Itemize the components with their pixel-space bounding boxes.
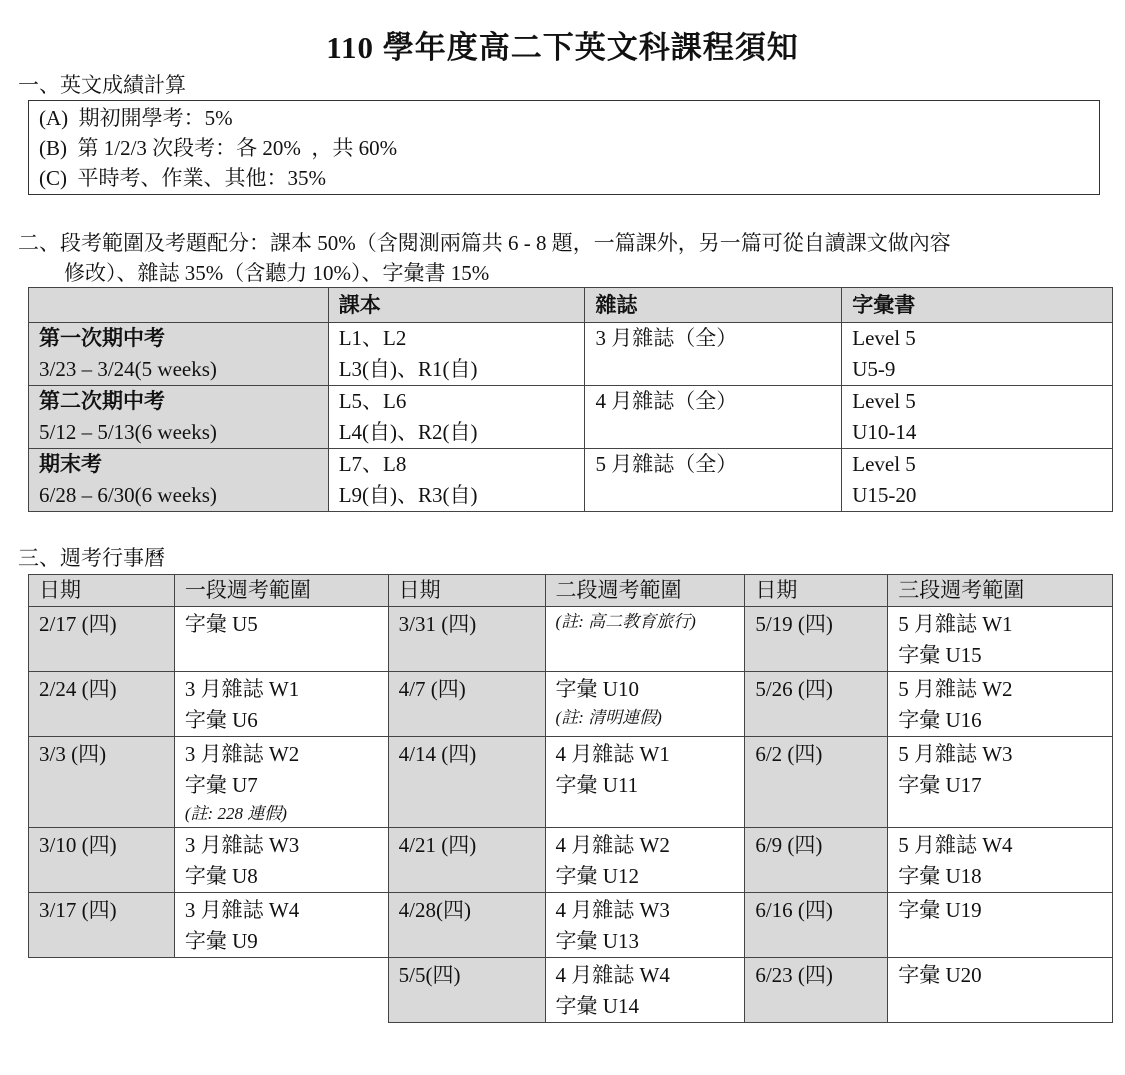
exam-textbook-line: L3(自)、R1(自) xyxy=(338,357,478,381)
week-range-line: 字彙 U17 xyxy=(898,773,982,797)
week-header-date: 日期 xyxy=(29,575,175,607)
exam-name: 第二次期中考 xyxy=(39,389,165,413)
week-range xyxy=(545,672,745,737)
exam-vocab-units: U10-14 xyxy=(852,420,917,444)
week-header-range: 一段週考範圍 xyxy=(174,575,388,607)
week-date: 6/23 (四) xyxy=(745,958,888,1023)
week-range-line: 字彙 U12 xyxy=(555,864,639,888)
week-range-line: 字彙 U5 xyxy=(184,612,258,636)
week-range xyxy=(888,828,1113,893)
exam-textbook-cell xyxy=(328,449,585,512)
week-range-line: 字彙 U18 xyxy=(898,864,982,888)
exam-name-cell xyxy=(29,449,329,512)
week-range-line: 5 月雜誌 W3 xyxy=(898,742,1013,766)
exam-textbook-line: L9(自)、R3(自) xyxy=(338,483,478,507)
week-range-line: 3 月雜誌 W4 xyxy=(184,898,300,922)
week-header-date: 日期 xyxy=(388,575,545,607)
week-date: 4/28(四) xyxy=(388,893,545,958)
week-range-line: 字彙 U15 xyxy=(898,643,982,667)
week-row xyxy=(29,828,1113,893)
week-range xyxy=(545,893,745,958)
week-range-line: 4 月雜誌 W3 xyxy=(555,898,670,922)
week-range-line: 3 月雜誌 W3 xyxy=(184,833,300,857)
section2-heading xyxy=(18,228,1108,288)
exam-row xyxy=(29,449,1113,512)
exam-vocab-cell xyxy=(842,323,1113,386)
section2-line2: 修改）、雜誌 35%（含聽力 10%）、字彙書 15% xyxy=(64,261,490,285)
week-range-line: 5 月雜誌 W1 xyxy=(898,612,1013,636)
exam-vocab-level: Level 5 xyxy=(852,389,916,413)
week-range xyxy=(545,737,745,828)
week-date: 3/10 (四) xyxy=(29,828,175,893)
week-empty-cell xyxy=(29,958,175,1023)
week-date: 2/17 (四) xyxy=(29,607,175,672)
week-note: (註: 高二教育旅行) xyxy=(555,612,696,631)
week-range-line: 字彙 U6 xyxy=(184,708,258,732)
week-range xyxy=(888,672,1113,737)
exam-magazine-cell xyxy=(585,449,842,512)
exam-name-cell xyxy=(29,386,329,449)
week-header-date: 日期 xyxy=(745,575,888,607)
exam-header-blank xyxy=(29,288,329,323)
exam-name: 第一次期中考 xyxy=(39,326,165,350)
week-range-line: 字彙 U7 xyxy=(184,773,258,797)
week-date: 5/5(四) xyxy=(388,958,545,1023)
exam-name: 期末考 xyxy=(39,452,102,476)
week-date: 3/3 (四) xyxy=(29,737,175,828)
exam-row xyxy=(29,323,1113,386)
week-row xyxy=(29,607,1113,672)
week-range-line: 字彙 U10 xyxy=(555,677,639,701)
exam-vocab-level: Level 5 xyxy=(852,326,916,350)
week-range-line: 4 月雜誌 W1 xyxy=(555,742,670,766)
week-range xyxy=(545,828,745,893)
grade-breakdown-box xyxy=(28,100,1100,195)
exam-period: 5/12 – 5/13(6 weeks) xyxy=(39,420,217,444)
week-date: 4/21 (四) xyxy=(388,828,545,893)
week-empty-cell xyxy=(174,958,388,1023)
exam-vocab-units: U15-20 xyxy=(852,483,917,507)
grade-item-c: (C) 平時考、作業、其他：35% xyxy=(39,166,326,190)
week-range-line: 字彙 U20 xyxy=(898,963,982,987)
exam-row xyxy=(29,386,1113,449)
week-range xyxy=(888,737,1113,828)
grade-item-b: (B) 第 1/2/3 次段考：各 20% ，共 60% xyxy=(39,136,398,160)
week-range-line: 3 月雜誌 W1 xyxy=(184,677,300,701)
week-range xyxy=(174,607,388,672)
exam-range-table xyxy=(28,287,1113,512)
week-range xyxy=(888,958,1113,1023)
exam-vocab-cell xyxy=(842,386,1113,449)
exam-magazine-cell xyxy=(585,323,842,386)
week-date: 4/7 (四) xyxy=(388,672,545,737)
week-row xyxy=(29,737,1113,828)
week-range xyxy=(174,672,388,737)
week-range xyxy=(174,828,388,893)
week-row xyxy=(29,672,1113,737)
week-range xyxy=(888,607,1113,672)
week-range-line: 字彙 U9 xyxy=(184,929,258,953)
week-header-range: 三段週考範圍 xyxy=(888,575,1113,607)
exam-textbook-cell xyxy=(328,323,585,386)
exam-vocab-units: U5-9 xyxy=(852,357,896,381)
week-range-line: 5 月雜誌 W2 xyxy=(898,677,1013,701)
week-range xyxy=(545,607,745,672)
week-range-line: 4 月雜誌 W2 xyxy=(555,833,670,857)
exam-textbook-line: L1、L2 xyxy=(338,326,407,350)
week-date: 3/17 (四) xyxy=(29,893,175,958)
week-range-line: 3 月雜誌 W2 xyxy=(184,742,300,766)
exam-header-textbook: 課本 xyxy=(328,288,585,323)
week-header-range: 二段週考範圍 xyxy=(545,575,745,607)
week-note: (註: 228 連假) xyxy=(184,804,287,823)
exam-magazine: 3 月雜誌（全） xyxy=(595,326,738,350)
exam-magazine-cell xyxy=(585,386,842,449)
week-range-line: 字彙 U19 xyxy=(898,898,982,922)
exam-textbook-cell xyxy=(328,386,585,449)
week-date: 6/2 (四) xyxy=(745,737,888,828)
exam-header-row xyxy=(29,288,1113,323)
week-range xyxy=(888,893,1113,958)
week-date: 6/9 (四) xyxy=(745,828,888,893)
section1-heading: 一、英文成績計算 xyxy=(18,73,186,97)
week-range-line: 字彙 U14 xyxy=(555,994,639,1018)
exam-period: 6/28 – 6/30(6 weeks) xyxy=(39,483,217,507)
week-range-line: 5 月雜誌 W4 xyxy=(898,833,1013,857)
exam-vocab-level: Level 5 xyxy=(852,452,916,476)
exam-header-magazine: 雜誌 xyxy=(585,288,842,323)
section2-line1: 二、段考範圍及考題配分：課本 50%（含閱測兩篇共 6 - 8 題，一篇課外，另一篇可從自讀課文做內容 xyxy=(18,231,951,255)
exam-magazine: 5 月雜誌（全） xyxy=(595,452,738,476)
exam-name-cell xyxy=(29,323,329,386)
exam-textbook-line: L4(自)、R2(自) xyxy=(338,420,478,444)
week-date: 3/31 (四) xyxy=(388,607,545,672)
grade-item-a: (A) 期初開學考：5% xyxy=(39,106,233,130)
week-row xyxy=(29,958,1113,1023)
exam-magazine: 4 月雜誌（全） xyxy=(595,389,738,413)
week-note: (註: 清明連假) xyxy=(555,708,662,727)
week-range xyxy=(545,958,745,1023)
week-range-line: 4 月雜誌 W4 xyxy=(555,963,670,987)
week-header-row xyxy=(29,575,1113,607)
exam-textbook-line: L5、L6 xyxy=(338,389,407,413)
week-date: 5/26 (四) xyxy=(745,672,888,737)
week-date: 5/19 (四) xyxy=(745,607,888,672)
week-date: 2/24 (四) xyxy=(29,672,175,737)
week-range-line: 字彙 U11 xyxy=(555,773,639,797)
document-title: 110 學年度高二下英文科課程須知 xyxy=(326,30,799,65)
week-range-line: 字彙 U13 xyxy=(555,929,639,953)
week-row xyxy=(29,893,1113,958)
week-range-line: 字彙 U8 xyxy=(184,864,258,888)
exam-period: 3/23 – 3/24(5 weeks) xyxy=(39,357,217,381)
weekly-quiz-table xyxy=(28,574,1113,1023)
week-range-line: 字彙 U16 xyxy=(898,708,982,732)
exam-header-vocab: 字彙書 xyxy=(842,288,1113,323)
week-date: 4/14 (四) xyxy=(388,737,545,828)
exam-vocab-cell xyxy=(842,449,1113,512)
exam-textbook-line: L7、L8 xyxy=(338,452,407,476)
week-range xyxy=(174,893,388,958)
week-range xyxy=(174,737,388,828)
section3-heading: 三、週考行事曆 xyxy=(18,546,165,570)
week-date: 6/16 (四) xyxy=(745,893,888,958)
